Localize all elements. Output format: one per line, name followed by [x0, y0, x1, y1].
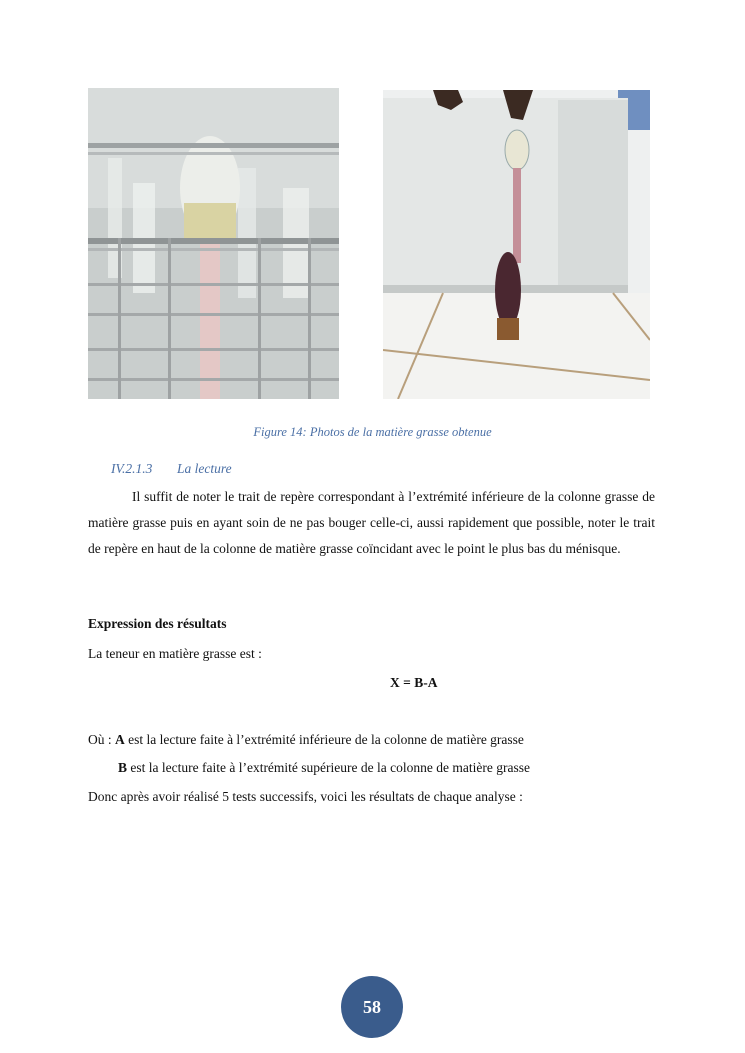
page-number-badge: 58 [341, 976, 403, 1038]
photo-butyrometer-held [383, 90, 650, 399]
section-heading [111, 461, 232, 477]
definition-a [88, 732, 524, 748]
conclusion-line: Donc après avoir réalisé 5 tests successifs, voici les résultats de chaque analyse : [88, 789, 523, 804]
formula: X = B-A [390, 675, 438, 690]
photo-butyrometer-rack [88, 88, 339, 399]
results-heading: Expression des résultats [88, 616, 227, 631]
definition-b-text: est la lecture faite à l’extrémité supérieure de la colonne de matière grasse [127, 760, 530, 775]
section-number: IV.2.1.3 [111, 461, 153, 476]
variable-b: B [118, 760, 128, 775]
figure-caption: Figure 14: Photos de la matière grasse obtenue [253, 425, 492, 439]
definition-b [118, 760, 530, 776]
variable-a: A [115, 732, 125, 747]
body-paragraph: Il suffit de noter le trait de repère correspondant à l’extrémité inférieure de la colonne grasse de matière grasse puis en ayant soin de ne pas bouger celle-ci, aussi rapidement que possible, noter le trait de repère en haut de la colonne de matière grasse coïncidant avec le point le plus bas du ménisque. [88, 489, 655, 556]
results-intro: La teneur en matière grasse est : [88, 646, 262, 661]
where-prefix: Où : [88, 732, 115, 747]
section-title: La lecture [177, 461, 232, 476]
definition-a-text: est la lecture faite à l’extrémité inférieure de la colonne de matière grasse [124, 732, 524, 747]
